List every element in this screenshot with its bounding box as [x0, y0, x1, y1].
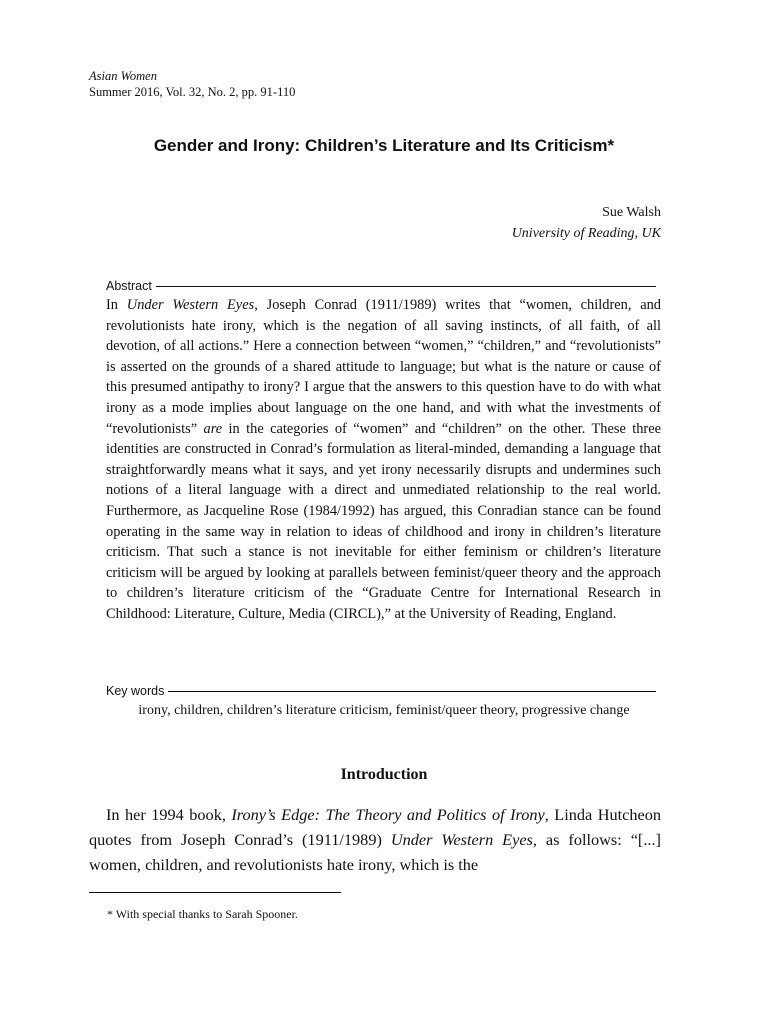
keywords-rule — [168, 691, 656, 692]
keywords-text: irony, children, children’s literature criticism, feminist/queer theory, progressive change — [138, 703, 630, 718]
journal-issue: Summer 2016, Vol. 32, No. 2, pp. 91-110 — [89, 85, 296, 99]
abstract-part: , Joseph Conrad (1911/1989) writes that “women, children, and revolutionists hate irony, which is the negation of all saving instincts, of all faith, of all devotion, of all actions.” Here a connection between “women,” “children,” and “revolutionists” is asserted on the grounds of a shared attitude to language; but what is the nature or cause of this presumed antipathy to irony? I argue that the answers to this question have to do with what irony as a mode implies about language on the one hand, and with what the investments of “revolutionists” — [106, 297, 661, 437]
journal-name: Asian Women — [89, 69, 157, 83]
author-name: Sue Walsh — [602, 205, 661, 220]
intro-part: , as follows: “[...] women, children, and revolutionists hate irony, which is the — [89, 830, 661, 874]
introduction-text — [89, 802, 661, 877]
abstract-header — [106, 279, 656, 293]
abstract-book-title: Under Western Eyes — [126, 297, 255, 313]
paper-title: Gender and Irony: Children’s Literature and Its Criticism* — [153, 136, 615, 155]
abstract-part: In — [106, 297, 127, 313]
author-affiliation: University of Reading, UK — [511, 226, 661, 241]
footnote-rule — [89, 892, 341, 893]
intro-part: In her 1994 book, — [106, 805, 232, 824]
intro-part: , Linda Hutcheon quotes from Joseph Conrad’s (1911/1989) — [89, 805, 661, 849]
keywords-label: Key words — [106, 684, 165, 698]
introduction-heading: Introduction — [340, 766, 428, 783]
journal-info — [89, 68, 295, 100]
abstract-emphasis: are — [203, 420, 223, 437]
abstract-text — [106, 295, 661, 625]
author-block — [512, 202, 661, 244]
abstract-part: in the categories of “women” and “children” on the other. These three identities are constructed in Conrad’s formulation as literal-minded, demanding a language that straightforwardly means what it says, and yet irony necessarily disrupts and undermines such notions of a literal language with a direct and unmediated relationship to the real world. Furthermore, as Jacqueline Rose (1984/1992) has argued, this Conradian stance can be found operating in the same way in relation to ideas of childhood and irony in children’s literature criticism. That such a stance is not inevitable for either feminism or children’s literature criticism will be argued by looking at parallels between feminist/queer theory and the approach to children’s literature criticism of the “Graduate Centre for International Research in Childhood: Literature, Culture, Media (CIRCL),” at the University of Reading, England. — [106, 420, 661, 622]
abstract-label: Abstract — [106, 279, 152, 293]
intro-book-title-2: Under Western Eyes — [390, 830, 533, 849]
abstract-rule — [156, 286, 656, 287]
intro-book-title: Irony’s Edge: The Theory and Politics of Irony — [231, 805, 545, 824]
keywords-header — [106, 684, 656, 698]
footnote: * With special thanks to Sarah Spooner. — [107, 907, 298, 921]
